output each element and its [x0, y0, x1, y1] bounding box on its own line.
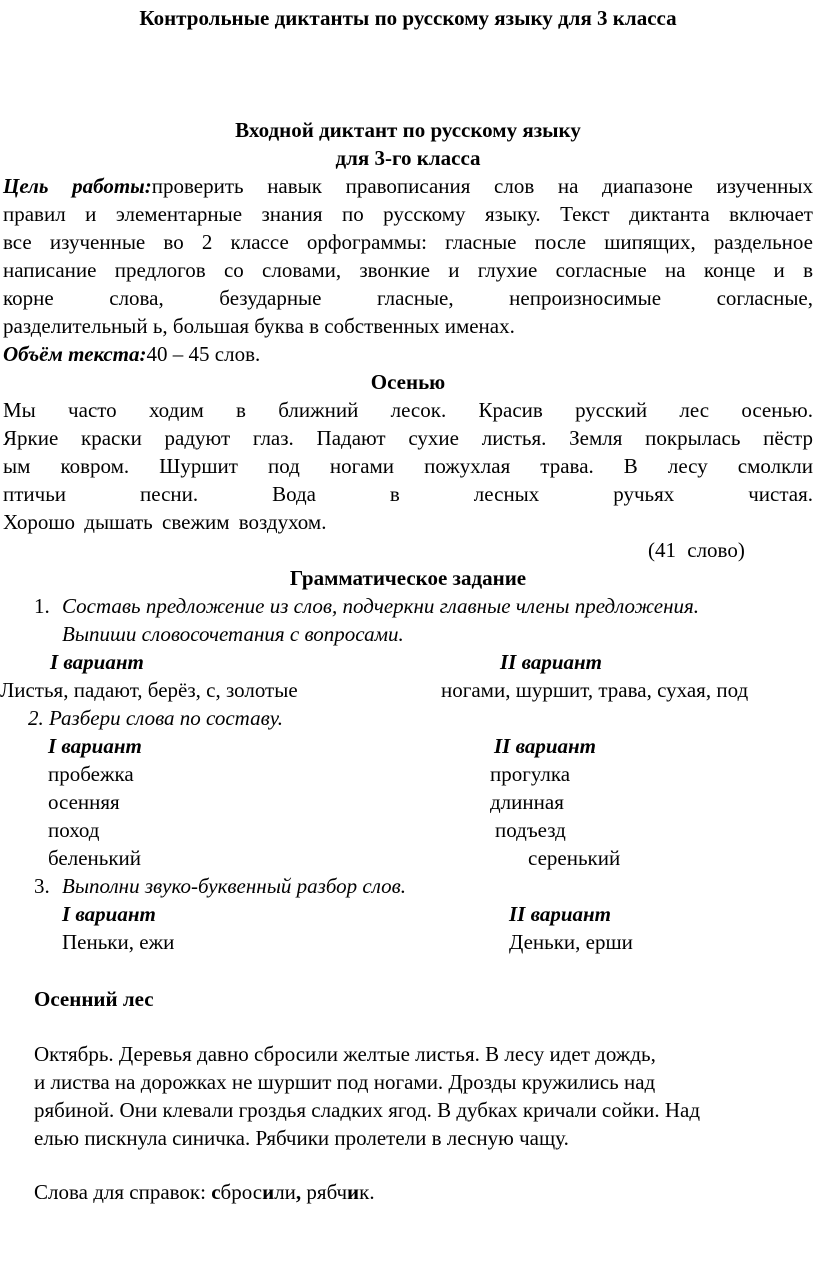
- entrance-dictation-title: Входной диктант по русскому языку: [235, 118, 581, 142]
- task-text: Составь предложение из слов, подчеркни главные члены предложения.: [62, 594, 700, 618]
- goal-label: Цель работы:: [3, 174, 152, 198]
- word-item: прогулка: [490, 762, 571, 786]
- reference-words: [34, 1178, 375, 1206]
- variant-2-words: ногами, шуршит, трава, сухая, под: [441, 678, 749, 702]
- task-text: 2. Разбери слова по составу.: [28, 706, 283, 730]
- task-text: Выпиши словосочетания с вопросами.: [62, 622, 404, 646]
- hint-part: брос: [220, 1180, 263, 1204]
- goal-line: [3, 172, 813, 200]
- goal-text: проверить навык правописания слов на диапазоне изученных: [151, 174, 813, 198]
- dictation-line: Октябрь. Деревья давно сбросили желтые листья. В лесу идет дождь,: [34, 1042, 656, 1066]
- hint-part: с: [211, 1180, 221, 1204]
- variant-1-words: Пеньки, ежи: [62, 930, 175, 954]
- hint-separator: ,: [295, 1180, 307, 1204]
- goal-line: все изученные во 2 классе орфограммы: гласные после шипящих, раздельное: [3, 230, 813, 254]
- dictation-line: птичьи песни. Вода в лесных ручьях чистая.: [3, 482, 813, 506]
- document-title: Контрольные диктанты по русскому языку для 3 класса: [139, 6, 677, 30]
- word-item: осенняя: [48, 790, 120, 814]
- variant-1-label: I вариант: [50, 650, 144, 674]
- dictation-line: Мы часто ходим в ближний лесок. Красив русский лес осенью.: [3, 398, 813, 422]
- volume-value: 40 – 45 слов.: [146, 342, 261, 366]
- word-item: длинная: [490, 790, 564, 814]
- dictation-line: ым ковром. Шуршит под ногами пожухлая трава. В лесу смолкли: [3, 454, 813, 478]
- variant-2-words: Деньки, ерши: [509, 930, 633, 954]
- task-text: Выполни звуко-буквенный разбор слов.: [62, 874, 406, 898]
- word-count: (41 слово): [648, 538, 745, 562]
- goal-line: написание предлогов со словами, звонкие и глухие согласные на конце и в: [3, 258, 813, 282]
- dictation-line: и листва на дорожках не шуршит под ногами. Дрозды кружились над: [34, 1070, 656, 1094]
- hint-part: ли: [274, 1180, 296, 1204]
- word-item: пробежка: [48, 762, 134, 786]
- goal-line: правил и элементарные знания по русскому языку. Текст диктанта включает: [3, 202, 813, 226]
- entrance-dictation-subtitle: для 3-го класса: [335, 146, 481, 170]
- variant-1-words: Листья, падают, берёз, с, золотые: [0, 678, 298, 702]
- variant-2-label: II вариант: [509, 902, 612, 926]
- variant-1-label: I вариант: [62, 902, 156, 926]
- word-item: беленький: [48, 846, 142, 870]
- grammar-task-title: Грамматическое задание: [289, 566, 527, 590]
- word-item: поход: [48, 818, 100, 842]
- dictation-title: Осенью: [370, 370, 446, 394]
- goal-line: корне слова, безударные гласные, непроизносимые согласные,: [3, 286, 813, 310]
- variant-2-label: II вариант: [494, 734, 597, 758]
- word-item: серенький: [528, 846, 621, 870]
- dictation-line: Яркие краски радуют глаз. Падают сухие листья. Земля покрылась пёстр: [3, 426, 813, 450]
- text-volume: [3, 340, 260, 368]
- variant-2-label: II вариант: [500, 650, 603, 674]
- hint-part: и: [347, 1180, 360, 1204]
- dictation-line: рябиной. Они клевали гроздья сладких ягод. В дубках кричали сойки. Над: [34, 1098, 701, 1122]
- goal-line: разделительный ь, большая буква в собственных именах.: [3, 314, 515, 338]
- hint-part: рябч: [306, 1180, 348, 1204]
- hint-part: к: [359, 1180, 370, 1204]
- hint-end: .: [369, 1180, 375, 1204]
- dictation-line: елью пискнула синичка. Рябчики пролетели в лесную чащу.: [34, 1126, 569, 1150]
- task-number: 3.: [34, 874, 50, 898]
- word-item: подъезд: [495, 818, 566, 842]
- volume-label: Объём текста:: [3, 342, 147, 366]
- dictation-line: Хорошо дышать свежим воздухом.: [3, 510, 327, 534]
- dictation-title: Осенний лес: [34, 987, 154, 1011]
- task-number: 1.: [34, 594, 50, 618]
- hint-part: и: [262, 1180, 275, 1204]
- reference-label: Слова для справок:: [34, 1180, 212, 1204]
- variant-1-label: I вариант: [48, 734, 142, 758]
